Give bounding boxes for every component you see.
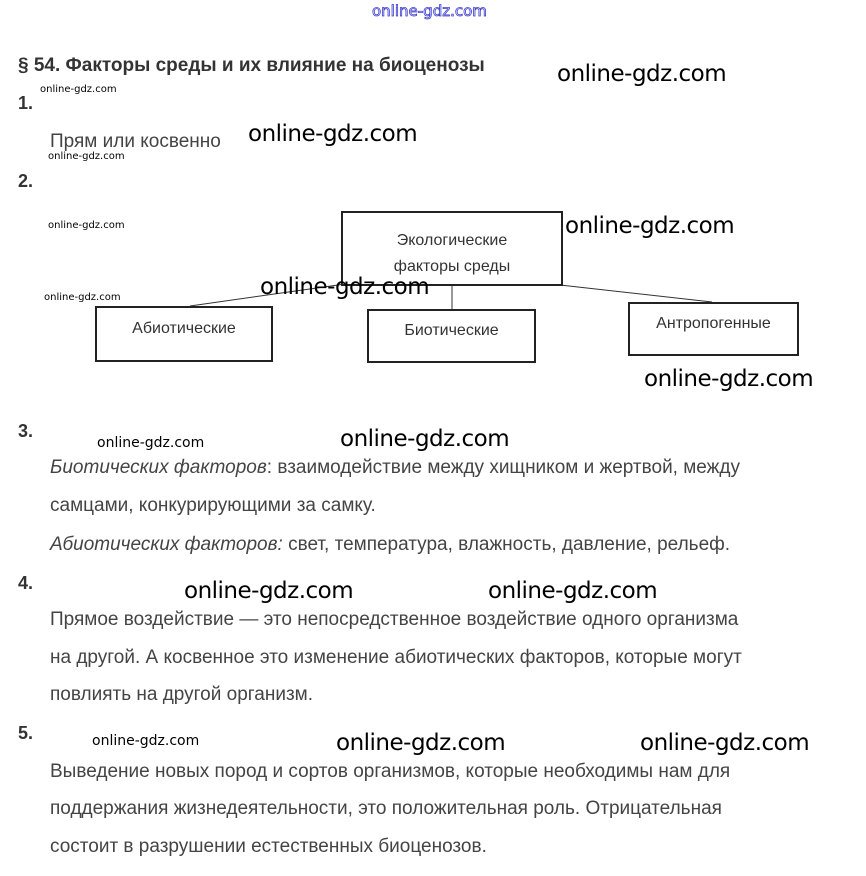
answer-line: на другой. А косвенное это изменение абиотических факторов, которые могут [50,647,742,668]
text: свет, температура, влажность, давление, рельеф. [282,534,731,555]
watermark: online-gdz.com [184,578,354,604]
page-title: § 54. Факторы среды и их влияние на биоценозы [18,55,485,76]
answer-line: Прямое воздействие — это непосредственное воздействие одного организма [50,609,739,630]
diagram-box-anthropogenic [628,302,799,356]
watermark-top: online-gdz.com [372,2,487,20]
question-number: 3. [18,421,34,441]
watermark: online-gdz.com [644,366,814,392]
question-number: 4. [18,573,34,593]
answer-line: повлиять на другой организм. [50,684,314,705]
diagram-box-abiotic [95,306,273,362]
answer-line [50,457,740,479]
watermark: online-gdz.com [260,274,430,300]
watermark: online-gdz.com [488,578,658,604]
root-label-line2: факторы среды [393,257,511,275]
answer-line: поддержания жизнедеятельности, это положительная роль. Отрицательная [50,798,722,819]
question-number: 5. [18,723,34,743]
question-number: 2. [18,171,34,191]
answer-text: Прям или косвенно [50,131,221,152]
watermark: online-gdz.com [248,121,418,147]
question-number: 1. [18,93,34,113]
watermark: online-gdz.com [565,213,735,239]
watermark: online-gdz.com [97,435,205,451]
answer-line [50,534,730,556]
answer-line: самцами, конкурирующими за самку. [50,495,376,516]
text: : взаимодействие между хищником и жертвой, между [266,457,740,478]
box-label: Абиотические [132,320,236,337]
diagram-box-biotic [367,309,536,363]
box-label: Биотические [404,322,499,339]
italic-term: Биотических факторов [50,457,267,478]
answer-line: состоит в разрушении естественных биоценозов. [50,836,487,857]
watermark: online-gdz.com [557,61,727,87]
watermark: online-gdz.com [48,151,125,162]
watermark: online-gdz.com [92,733,200,749]
watermark: online-gdz.com [640,730,810,756]
watermark: online-gdz.com [40,84,117,95]
watermark: online-gdz.com [44,292,121,303]
italic-term: Абиотических факторов: [50,534,283,555]
root-label-line1: Экологические [396,231,508,249]
watermark: online-gdz.com [336,730,506,756]
box-label: Антропогенные [656,315,771,332]
watermark: online-gdz.com [48,220,125,231]
answer-line: Выведение новых пород и сортов организмов, которые необходимы нам для [50,761,731,782]
watermark: online-gdz.com [340,426,510,452]
